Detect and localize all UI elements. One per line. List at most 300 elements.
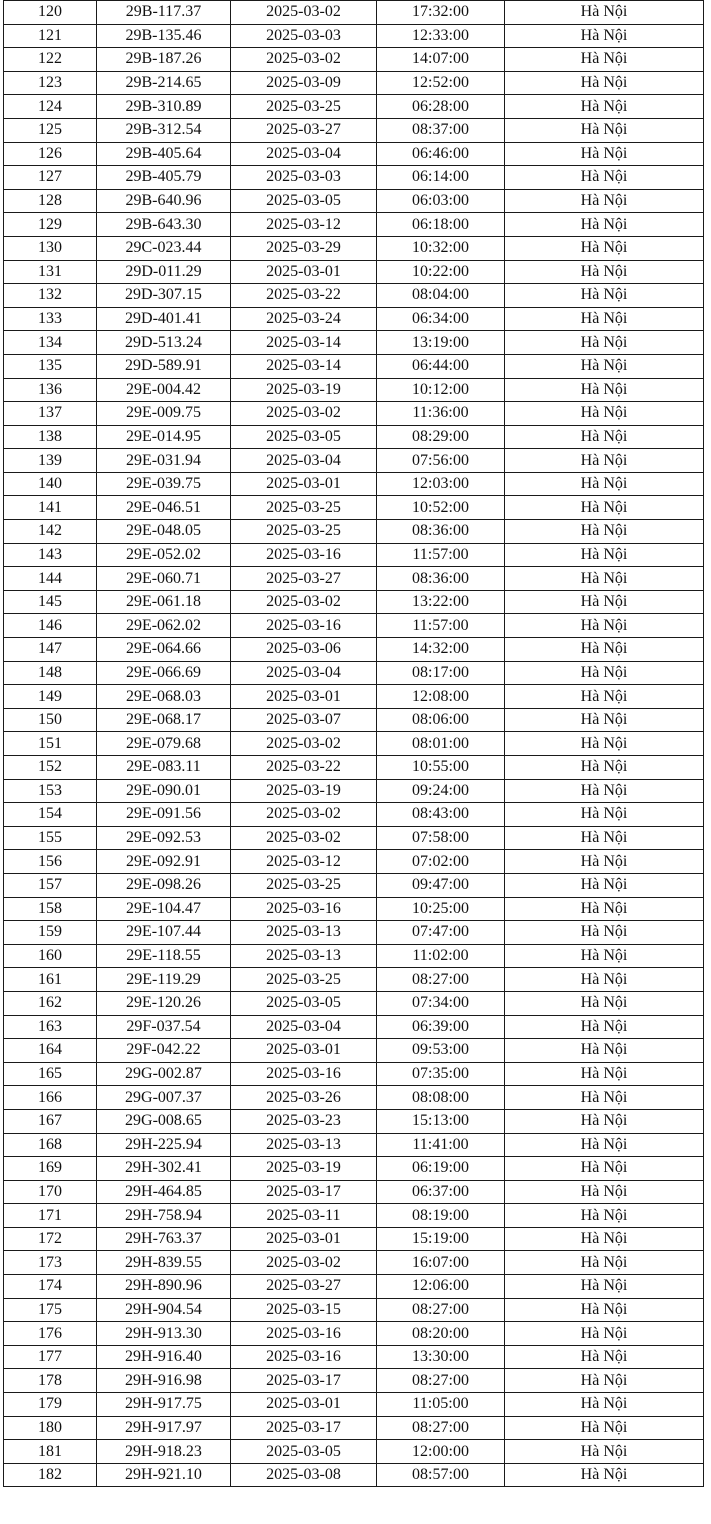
location-cell: Hà Nội (505, 24, 704, 48)
table-row (4, 638, 704, 662)
table-row (4, 779, 704, 803)
table-row (4, 708, 704, 732)
row-number-cell: 182 (4, 1463, 97, 1487)
table-row (4, 307, 704, 331)
location-cell: Hà Nội (505, 236, 704, 260)
time-cell: 08:06:00 (377, 708, 505, 732)
license-plate-cell: 29H-464.85 (97, 1180, 231, 1204)
table-row (4, 1440, 704, 1464)
license-plate-cell: 29H-916.40 (97, 1345, 231, 1369)
license-plate-cell: 29F-037.54 (97, 1015, 231, 1039)
license-plate-cell: 29B-312.54 (97, 118, 231, 142)
table-row (4, 1393, 704, 1417)
location-cell: Hà Nội (505, 1298, 704, 1322)
row-number-cell: 143 (4, 543, 97, 567)
license-plate-cell: 29H-302.41 (97, 1157, 231, 1181)
date-cell: 2025-03-02 (231, 732, 377, 756)
location-cell: Hà Nội (505, 166, 704, 190)
location-cell: Hà Nội (505, 189, 704, 213)
table-row (4, 260, 704, 284)
time-cell: 06:14:00 (377, 166, 505, 190)
date-cell: 2025-03-05 (231, 1440, 377, 1464)
time-cell: 11:02:00 (377, 944, 505, 968)
location-cell: Hà Nội (505, 1251, 704, 1275)
date-cell: 2025-03-12 (231, 213, 377, 237)
location-cell: Hà Nội (505, 142, 704, 166)
time-cell: 06:18:00 (377, 213, 505, 237)
date-cell: 2025-03-02 (231, 590, 377, 614)
table-row (4, 1345, 704, 1369)
location-cell: Hà Nội (505, 520, 704, 544)
location-cell: Hà Nội (505, 614, 704, 638)
table-row (4, 1227, 704, 1251)
date-cell: 2025-03-03 (231, 166, 377, 190)
table-row (4, 1180, 704, 1204)
row-number-cell: 164 (4, 1039, 97, 1063)
table-row (4, 850, 704, 874)
date-cell: 2025-03-16 (231, 1345, 377, 1369)
license-plate-cell: 29E-061.18 (97, 590, 231, 614)
table-row (4, 944, 704, 968)
table-row (4, 166, 704, 190)
license-plate-cell: 29H-758.94 (97, 1204, 231, 1228)
location-cell: Hà Nội (505, 685, 704, 709)
table-row (4, 756, 704, 780)
time-cell: 10:32:00 (377, 236, 505, 260)
date-cell: 2025-03-02 (231, 1251, 377, 1275)
location-cell: Hà Nội (505, 307, 704, 331)
row-number-cell: 124 (4, 95, 97, 119)
location-cell: Hà Nội (505, 1369, 704, 1393)
license-plate-cell: 29E-039.75 (97, 472, 231, 496)
time-cell: 14:32:00 (377, 638, 505, 662)
location-cell: Hà Nội (505, 402, 704, 426)
row-number-cell: 151 (4, 732, 97, 756)
date-cell: 2025-03-19 (231, 779, 377, 803)
table-row (4, 520, 704, 544)
row-number-cell: 144 (4, 567, 97, 591)
date-cell: 2025-03-07 (231, 708, 377, 732)
row-number-cell: 171 (4, 1204, 97, 1228)
location-cell: Hà Nội (505, 1086, 704, 1110)
license-plate-cell: 29E-079.68 (97, 732, 231, 756)
license-plate-cell: 29B-135.46 (97, 24, 231, 48)
row-number-cell: 154 (4, 803, 97, 827)
license-plate-cell: 29D-011.29 (97, 260, 231, 284)
time-cell: 06:34:00 (377, 307, 505, 331)
time-cell: 10:12:00 (377, 378, 505, 402)
date-cell: 2025-03-13 (231, 944, 377, 968)
license-plate-cell: 29E-092.53 (97, 826, 231, 850)
date-cell: 2025-03-17 (231, 1369, 377, 1393)
row-number-cell: 178 (4, 1369, 97, 1393)
location-cell: Hà Nội (505, 95, 704, 119)
license-plate-cell: 29B-640.96 (97, 189, 231, 213)
time-cell: 15:13:00 (377, 1109, 505, 1133)
table-row (4, 991, 704, 1015)
location-cell: Hà Nội (505, 118, 704, 142)
table-row (4, 496, 704, 520)
time-cell: 07:35:00 (377, 1062, 505, 1086)
row-number-cell: 153 (4, 779, 97, 803)
row-number-cell: 139 (4, 449, 97, 473)
license-plate-cell: 29E-068.03 (97, 685, 231, 709)
location-cell: Hà Nội (505, 1180, 704, 1204)
location-cell: Hà Nội (505, 1109, 704, 1133)
row-number-cell: 142 (4, 520, 97, 544)
time-cell: 08:20:00 (377, 1322, 505, 1346)
row-number-cell: 175 (4, 1298, 97, 1322)
row-number-cell: 159 (4, 921, 97, 945)
location-cell: Hà Nội (505, 638, 704, 662)
table-row (4, 118, 704, 142)
table-row (4, 1204, 704, 1228)
date-cell: 2025-03-16 (231, 1062, 377, 1086)
row-number-cell: 162 (4, 991, 97, 1015)
row-number-cell: 167 (4, 1109, 97, 1133)
license-plate-cell: 29H-918.23 (97, 1440, 231, 1464)
license-plate-cell: 29C-023.44 (97, 236, 231, 260)
location-cell: Hà Nội (505, 1416, 704, 1440)
date-cell: 2025-03-14 (231, 354, 377, 378)
date-cell: 2025-03-25 (231, 873, 377, 897)
license-plate-cell: 29E-014.95 (97, 425, 231, 449)
time-cell: 11:41:00 (377, 1133, 505, 1157)
table-row (4, 48, 704, 72)
row-number-cell: 140 (4, 472, 97, 496)
table-row (4, 236, 704, 260)
time-cell: 08:29:00 (377, 425, 505, 449)
location-cell: Hà Nội (505, 425, 704, 449)
table-row (4, 685, 704, 709)
date-cell: 2025-03-01 (231, 260, 377, 284)
location-cell: Hà Nội (505, 756, 704, 780)
time-cell: 17:32:00 (377, 1, 505, 25)
date-cell: 2025-03-11 (231, 1204, 377, 1228)
table-row (4, 1298, 704, 1322)
row-number-cell: 126 (4, 142, 97, 166)
table-row (4, 1275, 704, 1299)
date-cell: 2025-03-04 (231, 449, 377, 473)
date-cell: 2025-03-17 (231, 1180, 377, 1204)
date-cell: 2025-03-16 (231, 543, 377, 567)
time-cell: 13:19:00 (377, 331, 505, 355)
row-number-cell: 120 (4, 1, 97, 25)
license-plate-cell: 29H-913.30 (97, 1322, 231, 1346)
date-cell: 2025-03-06 (231, 638, 377, 662)
location-cell: Hà Nội (505, 496, 704, 520)
row-number-cell: 156 (4, 850, 97, 874)
license-plate-cell: 29B-214.65 (97, 71, 231, 95)
table-row (4, 449, 704, 473)
time-cell: 08:17:00 (377, 661, 505, 685)
date-cell: 2025-03-22 (231, 756, 377, 780)
row-number-cell: 157 (4, 873, 97, 897)
location-cell: Hà Nội (505, 1440, 704, 1464)
license-plate-cell: 29H-904.54 (97, 1298, 231, 1322)
location-cell: Hà Nội (505, 213, 704, 237)
date-cell: 2025-03-04 (231, 1015, 377, 1039)
row-number-cell: 168 (4, 1133, 97, 1157)
time-cell: 11:05:00 (377, 1393, 505, 1417)
time-cell: 08:01:00 (377, 732, 505, 756)
date-cell: 2025-03-08 (231, 1463, 377, 1487)
date-cell: 2025-03-01 (231, 1039, 377, 1063)
location-cell: Hà Nội (505, 991, 704, 1015)
location-cell: Hà Nội (505, 543, 704, 567)
time-cell: 08:43:00 (377, 803, 505, 827)
license-plate-cell: 29E-107.44 (97, 921, 231, 945)
row-number-cell: 122 (4, 48, 97, 72)
row-number-cell: 129 (4, 213, 97, 237)
location-cell: Hà Nội (505, 708, 704, 732)
table-row (4, 873, 704, 897)
table-row (4, 1086, 704, 1110)
license-plate-cell: 29E-068.17 (97, 708, 231, 732)
table-row (4, 1416, 704, 1440)
time-cell: 12:33:00 (377, 24, 505, 48)
table-row (4, 402, 704, 426)
table-row (4, 543, 704, 567)
row-number-cell: 145 (4, 590, 97, 614)
license-plate-cell: 29E-064.66 (97, 638, 231, 662)
time-cell: 07:34:00 (377, 991, 505, 1015)
location-cell: Hà Nội (505, 284, 704, 308)
location-cell: Hà Nội (505, 567, 704, 591)
date-cell: 2025-03-12 (231, 850, 377, 874)
time-cell: 10:22:00 (377, 260, 505, 284)
location-cell: Hà Nội (505, 71, 704, 95)
license-plate-cell: 29E-104.47 (97, 897, 231, 921)
table-row (4, 1039, 704, 1063)
time-cell: 10:52:00 (377, 496, 505, 520)
table-row (4, 1369, 704, 1393)
license-plate-cell: 29E-048.05 (97, 520, 231, 544)
table-row (4, 354, 704, 378)
table-row (4, 1463, 704, 1487)
row-number-cell: 181 (4, 1440, 97, 1464)
location-cell: Hà Nội (505, 779, 704, 803)
license-plate-cell: 29H-917.75 (97, 1393, 231, 1417)
location-cell: Hà Nội (505, 732, 704, 756)
row-number-cell: 172 (4, 1227, 97, 1251)
location-cell: Hà Nội (505, 1, 704, 25)
row-number-cell: 152 (4, 756, 97, 780)
row-number-cell: 165 (4, 1062, 97, 1086)
time-cell: 11:57:00 (377, 543, 505, 567)
license-plate-cell: 29E-092.91 (97, 850, 231, 874)
license-plate-cell: 29F-042.22 (97, 1039, 231, 1063)
location-cell: Hà Nội (505, 1345, 704, 1369)
time-cell: 08:27:00 (377, 1369, 505, 1393)
date-cell: 2025-03-19 (231, 378, 377, 402)
table-row (4, 826, 704, 850)
date-cell: 2025-03-27 (231, 1275, 377, 1299)
license-plate-cell: 29D-589.91 (97, 354, 231, 378)
table-row (4, 284, 704, 308)
time-cell: 10:25:00 (377, 897, 505, 921)
location-cell: Hà Nội (505, 1039, 704, 1063)
row-number-cell: 131 (4, 260, 97, 284)
date-cell: 2025-03-13 (231, 1133, 377, 1157)
time-cell: 12:52:00 (377, 71, 505, 95)
table-row (4, 968, 704, 992)
table-row (4, 142, 704, 166)
time-cell: 12:03:00 (377, 472, 505, 496)
row-number-cell: 132 (4, 284, 97, 308)
license-plate-cell: 29B-405.64 (97, 142, 231, 166)
license-plate-cell: 29G-007.37 (97, 1086, 231, 1110)
time-cell: 08:08:00 (377, 1086, 505, 1110)
license-plate-cell: 29E-009.75 (97, 402, 231, 426)
row-number-cell: 123 (4, 71, 97, 95)
license-plate-cell: 29E-119.29 (97, 968, 231, 992)
location-cell: Hà Nội (505, 1227, 704, 1251)
table-row (4, 95, 704, 119)
date-cell: 2025-03-25 (231, 968, 377, 992)
table-row (4, 590, 704, 614)
row-number-cell: 130 (4, 236, 97, 260)
location-cell: Hà Nội (505, 850, 704, 874)
table-row (4, 1, 704, 25)
table-body (4, 1, 704, 1487)
table-row (4, 803, 704, 827)
date-cell: 2025-03-05 (231, 189, 377, 213)
date-cell: 2025-03-04 (231, 661, 377, 685)
row-number-cell: 163 (4, 1015, 97, 1039)
location-cell: Hà Nội (505, 1275, 704, 1299)
license-plate-cell: 29D-513.24 (97, 331, 231, 355)
table-row (4, 1109, 704, 1133)
table-row (4, 1062, 704, 1086)
row-number-cell: 170 (4, 1180, 97, 1204)
time-cell: 08:37:00 (377, 118, 505, 142)
row-number-cell: 148 (4, 661, 97, 685)
date-cell: 2025-03-04 (231, 142, 377, 166)
license-plate-cell: 29B-643.30 (97, 213, 231, 237)
time-cell: 12:00:00 (377, 1440, 505, 1464)
time-cell: 08:27:00 (377, 1298, 505, 1322)
date-cell: 2025-03-29 (231, 236, 377, 260)
time-cell: 06:03:00 (377, 189, 505, 213)
license-plate-cell: 29H-839.55 (97, 1251, 231, 1275)
license-plate-cell: 29H-917.97 (97, 1416, 231, 1440)
license-plate-cell: 29E-090.01 (97, 779, 231, 803)
license-plate-cell: 29E-062.02 (97, 614, 231, 638)
row-number-cell: 166 (4, 1086, 97, 1110)
location-cell: Hà Nội (505, 1157, 704, 1181)
time-cell: 06:28:00 (377, 95, 505, 119)
location-cell: Hà Nội (505, 921, 704, 945)
time-cell: 06:19:00 (377, 1157, 505, 1181)
license-plate-cell: 29E-046.51 (97, 496, 231, 520)
time-cell: 12:06:00 (377, 1275, 505, 1299)
time-cell: 08:27:00 (377, 1416, 505, 1440)
date-cell: 2025-03-16 (231, 1322, 377, 1346)
time-cell: 16:07:00 (377, 1251, 505, 1275)
table-row (4, 472, 704, 496)
table-row (4, 661, 704, 685)
date-cell: 2025-03-02 (231, 402, 377, 426)
time-cell: 07:56:00 (377, 449, 505, 473)
time-cell: 08:19:00 (377, 1204, 505, 1228)
time-cell: 07:02:00 (377, 850, 505, 874)
license-plate-cell: 29E-031.94 (97, 449, 231, 473)
table-row (4, 732, 704, 756)
date-cell: 2025-03-16 (231, 614, 377, 638)
license-plate-cell: 29B-117.37 (97, 1, 231, 25)
license-plate-cell: 29D-401.41 (97, 307, 231, 331)
location-cell: Hà Nội (505, 944, 704, 968)
time-cell: 06:46:00 (377, 142, 505, 166)
license-plate-cell: 29H-916.98 (97, 1369, 231, 1393)
row-number-cell: 149 (4, 685, 97, 709)
time-cell: 07:58:00 (377, 826, 505, 850)
time-cell: 06:37:00 (377, 1180, 505, 1204)
date-cell: 2025-03-01 (231, 1227, 377, 1251)
time-cell: 09:53:00 (377, 1039, 505, 1063)
date-cell: 2025-03-25 (231, 520, 377, 544)
table-row (4, 921, 704, 945)
date-cell: 2025-03-16 (231, 897, 377, 921)
table-row (4, 378, 704, 402)
row-number-cell: 174 (4, 1275, 97, 1299)
date-cell: 2025-03-17 (231, 1416, 377, 1440)
time-cell: 13:22:00 (377, 590, 505, 614)
row-number-cell: 169 (4, 1157, 97, 1181)
row-number-cell: 173 (4, 1251, 97, 1275)
location-cell: Hà Nội (505, 1015, 704, 1039)
location-cell: Hà Nội (505, 260, 704, 284)
license-plate-cell: 29B-405.79 (97, 166, 231, 190)
date-cell: 2025-03-24 (231, 307, 377, 331)
time-cell: 10:55:00 (377, 756, 505, 780)
location-cell: Hà Nội (505, 48, 704, 72)
row-number-cell: 150 (4, 708, 97, 732)
table-row (4, 189, 704, 213)
time-cell: 08:57:00 (377, 1463, 505, 1487)
date-cell: 2025-03-09 (231, 71, 377, 95)
row-number-cell: 147 (4, 638, 97, 662)
time-cell: 09:47:00 (377, 873, 505, 897)
table-row (4, 24, 704, 48)
location-cell: Hà Nội (505, 1463, 704, 1487)
date-cell: 2025-03-27 (231, 567, 377, 591)
license-plate-cell: 29E-060.71 (97, 567, 231, 591)
location-cell: Hà Nội (505, 661, 704, 685)
license-plate-cell: 29H-763.37 (97, 1227, 231, 1251)
time-cell: 09:24:00 (377, 779, 505, 803)
table-row (4, 1251, 704, 1275)
time-cell: 06:44:00 (377, 354, 505, 378)
license-plate-cell: 29E-004.42 (97, 378, 231, 402)
date-cell: 2025-03-02 (231, 1, 377, 25)
location-cell: Hà Nội (505, 826, 704, 850)
license-plate-cell: 29D-307.15 (97, 284, 231, 308)
table-row (4, 614, 704, 638)
row-number-cell: 138 (4, 425, 97, 449)
location-cell: Hà Nội (505, 897, 704, 921)
location-cell: Hà Nội (505, 803, 704, 827)
violations-table (3, 0, 704, 1487)
location-cell: Hà Nội (505, 873, 704, 897)
table-row (4, 425, 704, 449)
row-number-cell: 127 (4, 166, 97, 190)
row-number-cell: 121 (4, 24, 97, 48)
location-cell: Hà Nội (505, 1393, 704, 1417)
time-cell: 07:47:00 (377, 921, 505, 945)
date-cell: 2025-03-25 (231, 496, 377, 520)
